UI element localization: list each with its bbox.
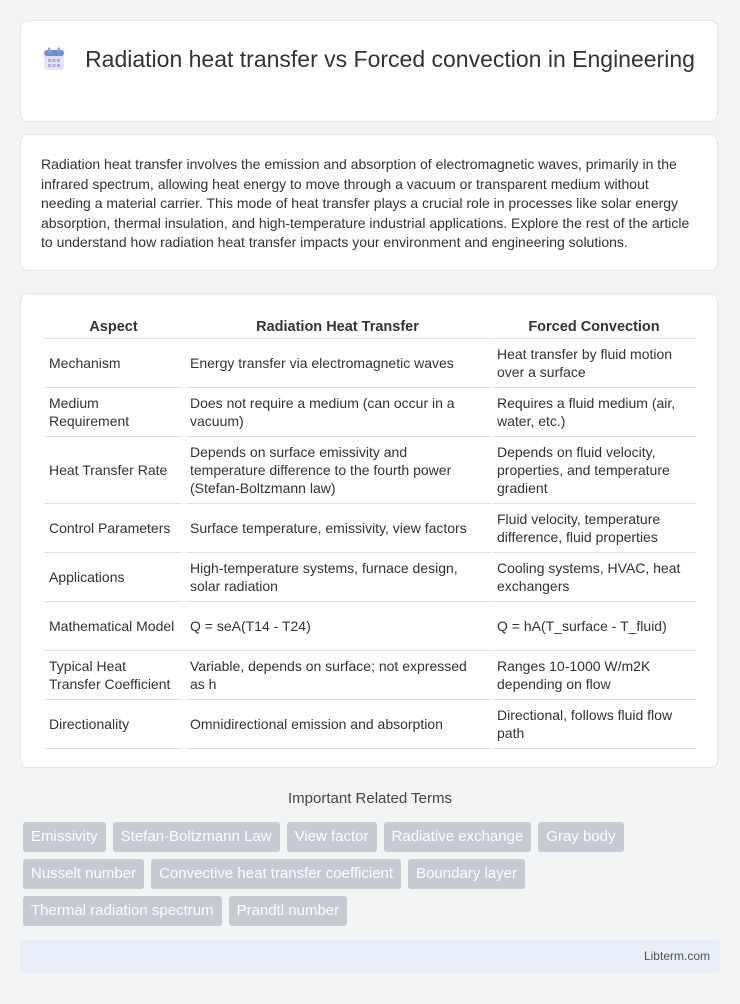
- row-convection: Heat transfer by fluid motion over a surface: [492, 339, 696, 388]
- row-aspect: Medium Requirement: [44, 388, 183, 437]
- row-radiation: Variable, depends on surface; not expressed as h: [185, 651, 490, 700]
- table-row: [44, 504, 696, 553]
- row-aspect: Control Parameters: [44, 504, 183, 553]
- row-convection: Q = hA(T_surface - T_fluid): [492, 602, 696, 651]
- row-radiation: Omnidirectional emission and absorption: [185, 700, 490, 749]
- tag-nusselt-number[interactable]: Nusselt number: [23, 859, 144, 889]
- row-convection: Depends on fluid velocity, properties, and temperature gradient: [492, 437, 696, 504]
- tag-convective-heat-transfer-coefficient[interactable]: Convective heat transfer coefficient: [151, 859, 401, 889]
- row-convection: Ranges 10-1000 W/m2K depending on flow: [492, 651, 696, 700]
- intro-card: [20, 134, 718, 271]
- row-radiation: Energy transfer via electromagnetic waves: [185, 339, 490, 388]
- row-radiation: Q = seA(T14 - T24): [185, 602, 490, 651]
- tag-prandtl-number[interactable]: Prandtl number: [229, 896, 348, 926]
- related-terms-title: Important Related Terms: [288, 790, 452, 807]
- related-terms-list: [23, 822, 723, 926]
- footer-site-link[interactable]: Libterm.com: [643, 949, 710, 963]
- row-convection: Requires a fluid medium (air, water, etc.): [492, 388, 696, 437]
- table-row: [44, 553, 696, 602]
- calendar-icon: [43, 47, 65, 71]
- tag-view-factor[interactable]: View factor: [287, 822, 377, 852]
- row-radiation: Depends on surface emissivity and temperature difference to the fourth power (Stefan-Boltzmann law): [185, 437, 490, 504]
- header-aspect: Aspect: [44, 316, 183, 339]
- table-row: [44, 437, 696, 504]
- tag-radiative-exchange[interactable]: Radiative exchange: [384, 822, 532, 852]
- page-title-wrap: [21, 45, 717, 74]
- tag-thermal-radiation-spectrum[interactable]: Thermal radiation spectrum: [23, 896, 222, 926]
- table-row: [44, 602, 696, 651]
- tag-boundary-layer[interactable]: Boundary layer: [408, 859, 525, 889]
- row-radiation: Does not require a medium (can occur in a vacuum): [185, 388, 490, 437]
- row-aspect: Mathematical Model: [44, 602, 183, 651]
- footer: [20, 940, 720, 973]
- row-aspect: Mechanism: [44, 339, 183, 388]
- table-row: [44, 339, 696, 388]
- header-card: [20, 20, 718, 122]
- row-aspect: Directionality: [44, 700, 183, 749]
- row-radiation: Surface temperature, emissivity, view factors: [185, 504, 490, 553]
- row-convection: Fluid velocity, temperature difference, fluid properties: [492, 504, 696, 553]
- page-title: Radiation heat transfer vs Forced convection in Engineering: [85, 46, 695, 72]
- table-header-row: [44, 316, 696, 339]
- row-convection: Directional, follows fluid flow path: [492, 700, 696, 749]
- row-aspect: Applications: [44, 553, 183, 602]
- row-convection: Cooling systems, HVAC, heat exchangers: [492, 553, 696, 602]
- table-row: [44, 700, 696, 749]
- intro-paragraph: Radiation heat transfer involves the emission and absorption of electromagnetic waves, primarily in the infrared spectrum, allowing heat energy to move through a vacuum or transparent medium without needing a material carrier. This mode of heat transfer plays a crucial role in processes like solar energy absorption, thermal insulation, and high-temperature industrial applications. Explore the rest of the article to understand how radiation heat transfer impacts your environment and engineering solutions.: [41, 156, 690, 251]
- row-aspect: Heat Transfer Rate: [44, 437, 183, 504]
- table-row: [44, 651, 696, 700]
- row-aspect: Typical Heat Transfer Coefficient: [44, 651, 183, 700]
- tag-gray-body[interactable]: Gray body: [538, 822, 623, 852]
- table-row: [44, 388, 696, 437]
- header-convection: Forced Convection: [492, 316, 696, 339]
- row-radiation: High-temperature systems, furnace design, solar radiation: [185, 553, 490, 602]
- comparison-card: [20, 293, 718, 768]
- tag-emissivity[interactable]: Emissivity: [23, 822, 106, 852]
- tag-stefan-boltzmann-law[interactable]: Stefan-Boltzmann Law: [113, 822, 280, 852]
- header-radiation: Radiation Heat Transfer: [185, 316, 490, 339]
- comparison-table: [42, 316, 698, 749]
